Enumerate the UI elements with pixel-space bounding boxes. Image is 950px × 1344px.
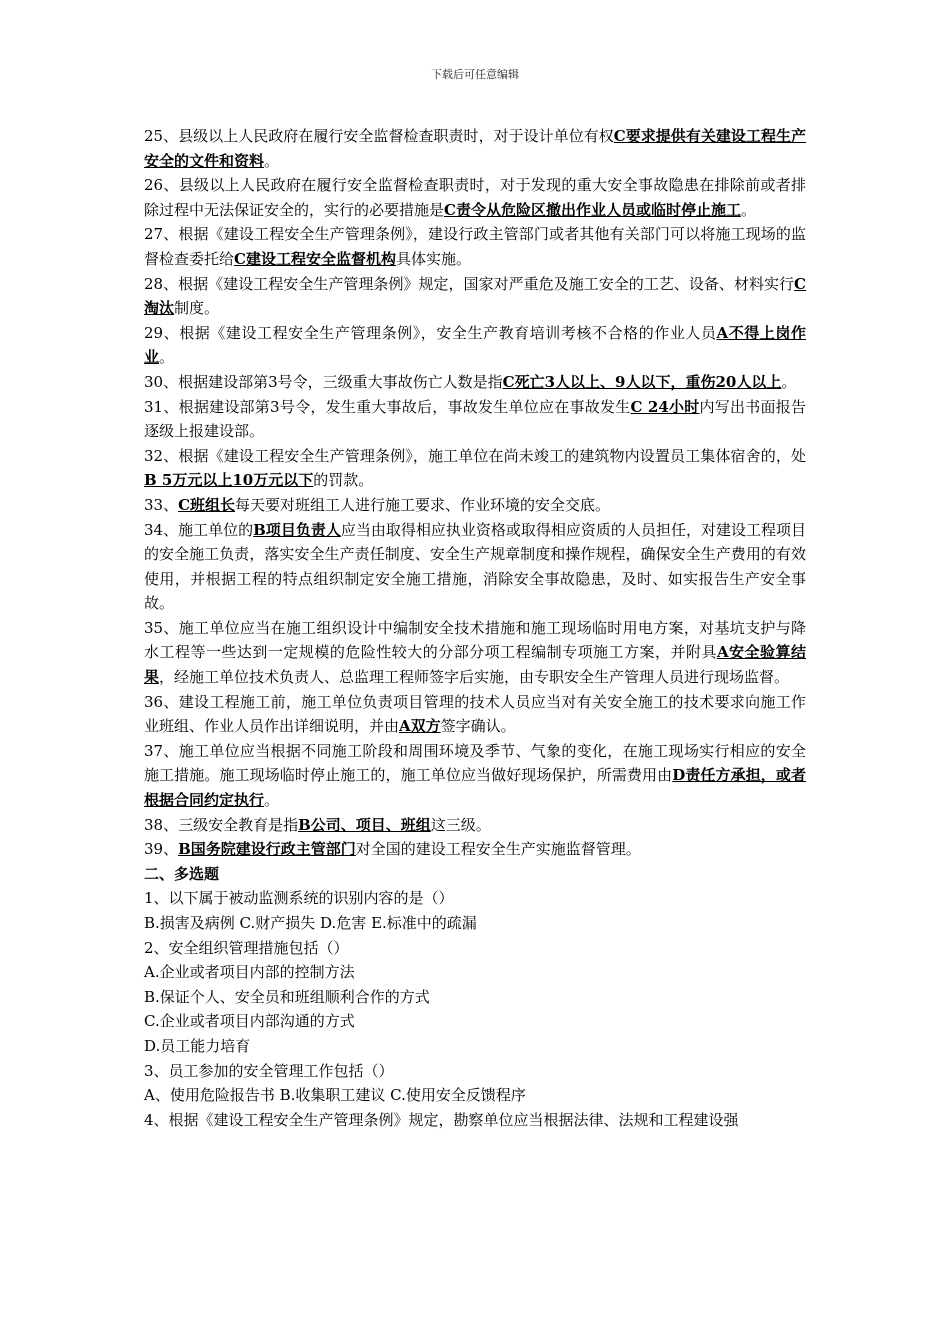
option-line: A.企业或者项目内部的控制方法 [144, 963, 355, 982]
question-text: 38、三级安全教育是指 [144, 815, 299, 834]
option-line: A、使用危险报告书 B.收集职工建议 C.使用安全反馈程序 [144, 1086, 526, 1105]
question-item [144, 837, 806, 862]
question-item [144, 444, 806, 493]
question-text-tail: 对全国的建设工程安全生产实施监督管理。 [355, 840, 641, 859]
question-text: 35、施工单位应当在施工组织设计中编制安全技术措施和施工现场临时用电方案，对基坑支护与降水工程等一些达到一定规模的危险性较大的分部分项工程编制专项施工方案，并附具 [144, 618, 806, 662]
question-text: 29、根据《建设工程安全生产管理条例》，安全生产教育培训考核不合格的作业人员 [144, 323, 717, 342]
question-text-tail: 具体实施。 [395, 249, 471, 268]
question-text-tail: 。 [264, 151, 280, 170]
question-item [144, 222, 806, 271]
option-line: D.员工能力培育 [144, 1036, 251, 1055]
question-text-tail: 。 [740, 200, 756, 219]
question-text: 25、县级以上人民政府在履行安全监督检查职责时，对于设计单位有权 [144, 127, 614, 145]
question-item [144, 272, 806, 321]
question-text-tail: 内写出书面报告逐级上报建设部。 [144, 397, 806, 441]
section-heading: 二、多选题 [144, 864, 220, 883]
question-text-tail: 。 [159, 348, 175, 367]
question-list [144, 124, 806, 862]
option-line: 2、安全组织管理措施包括（） [144, 938, 349, 957]
question-item [144, 616, 806, 690]
answer-text: D责任方承担，或者根据合同约定执行 [144, 766, 806, 810]
multiple-choice-list [144, 886, 806, 1132]
option-line: B.损害及病例 C.财产损失 D.危害 E.标准中的疏漏 [144, 914, 477, 932]
question-text: 31、根据建设部第3号令，发生重大事故后，事故发生单位应在事故发生 [144, 397, 631, 416]
answer-text: C建设工程安全监督机构 [234, 249, 396, 268]
question-text-tail: 。 [264, 791, 280, 810]
question-item [144, 690, 806, 739]
question-text: 34、施工单位的 [144, 520, 254, 539]
answer-text: A不得上岗作业 [144, 323, 806, 367]
question-text-tail: 这三级。 [430, 815, 491, 834]
question-item [144, 124, 806, 173]
question-item [144, 813, 806, 838]
question-text-tail: 制度。 [174, 299, 220, 318]
question-text: 28、根据《建设工程安全生产管理条例》规定，国家对严重危及施工安全的工艺、设备、材料实行 [144, 274, 795, 293]
question-item [144, 739, 806, 813]
option-line: 1、以下属于被动监测系统的识别内容的是（） [144, 889, 454, 908]
answer-text: C淘汰 [144, 274, 806, 318]
answer-text: C 24小时 [630, 397, 700, 416]
question-text: 33、 [144, 495, 179, 514]
answer-text: C班组长 [178, 495, 236, 514]
question-text: 32、根据《建设工程安全生产管理条例》，施工单位在尚未竣工的建筑物内设置员工集体宿舍的，处 [144, 446, 806, 465]
question-item [144, 370, 806, 395]
page-header: 下载后可任意编辑 [431, 68, 519, 81]
question-text: 36、建设工程施工前，施工单位负责项目管理的技术人员应当对有关安全施工的技术要求向施工作业班组、作业人员作出详细说明，并由 [144, 692, 806, 736]
question-item [144, 518, 806, 616]
question-text: 39、 [144, 840, 179, 859]
option-line: C.企业或者项目内部沟通的方式 [144, 1012, 355, 1031]
question-text-tail: 应当由取得相应执业资格或取得相应资质的人员担任，对建设工程项目的安全施工负责，落实安全生产责任制度、安全生产规章制度和操作规程，确保安全生产费用的有效使用，并根据工程的特点组织制定安全施工措施，消除安全事故隐患，及时、如实报告生产安全事故。 [144, 520, 806, 613]
question-item [144, 173, 806, 222]
question-item [144, 395, 806, 444]
question-text: 26、县级以上人民政府在履行安全监督检查职责时，对于发现的重大安全事故隐患在排除前或者排除过程中无法保证安全的，实行的必要措施是 [144, 176, 806, 219]
question-text: 37、施工单位应当根据不同施工阶段和周围环境及季节、气象的变化，在施工现场实行相应的安全施工措施。施工现场临时停止施工的，施工单位应当做好现场保护，所需费用由 [144, 741, 806, 785]
question-text-tail: ，经施工单位技术负责人、总监理工程师签字后实施，由专职安全生产管理人员进行现场监督。 [159, 668, 790, 687]
document-body [144, 124, 806, 1132]
question-text-tail: 签字确认。 [440, 717, 516, 736]
answer-text: A安全验算结果 [144, 643, 806, 687]
answer-text: C责令从危险区撤出作业人员或临时停止施工 [444, 200, 741, 219]
answer-text: C要求提供有关建设工程生产安全的文件和资料 [144, 127, 806, 170]
answer-text: B项目负责人 [253, 520, 341, 539]
question-text-tail: 的罚款。 [313, 471, 374, 490]
answer-text: B公司、项目、班组 [298, 815, 431, 834]
question-text: 27、根据《建设工程安全生产管理条例》，建设行政主管部门或者其他有关部门可以将施工现场的监督检查委托给 [144, 225, 806, 268]
option-line: B.保证个人、安全员和班组顺利合作的方式 [144, 987, 430, 1006]
question-item [144, 493, 806, 518]
question-text-tail: 每天要对班组工人进行施工要求、作业环境的安全交底。 [235, 495, 611, 514]
question-item [144, 321, 806, 370]
answer-text: A双方 [399, 717, 441, 736]
answer-text: B 5万元以上10万元以下 [144, 471, 314, 490]
option-line: 3、员工参加的安全管理工作包括（） [144, 1061, 394, 1080]
question-text: 30、根据建设部第3号令，三级重大事故伤亡人数是指 [144, 372, 503, 391]
question-text-tail: 。 [781, 372, 797, 391]
option-line: 4、根据《建设工程安全生产管理条例》规定，勘察单位应当根据法律、法规和工程建设强 [144, 1110, 739, 1129]
answer-text: B国务院建设行政主管部门 [178, 840, 356, 859]
answer-text: C死亡3人以上、9人以下，重伤20人以上 [502, 372, 782, 391]
